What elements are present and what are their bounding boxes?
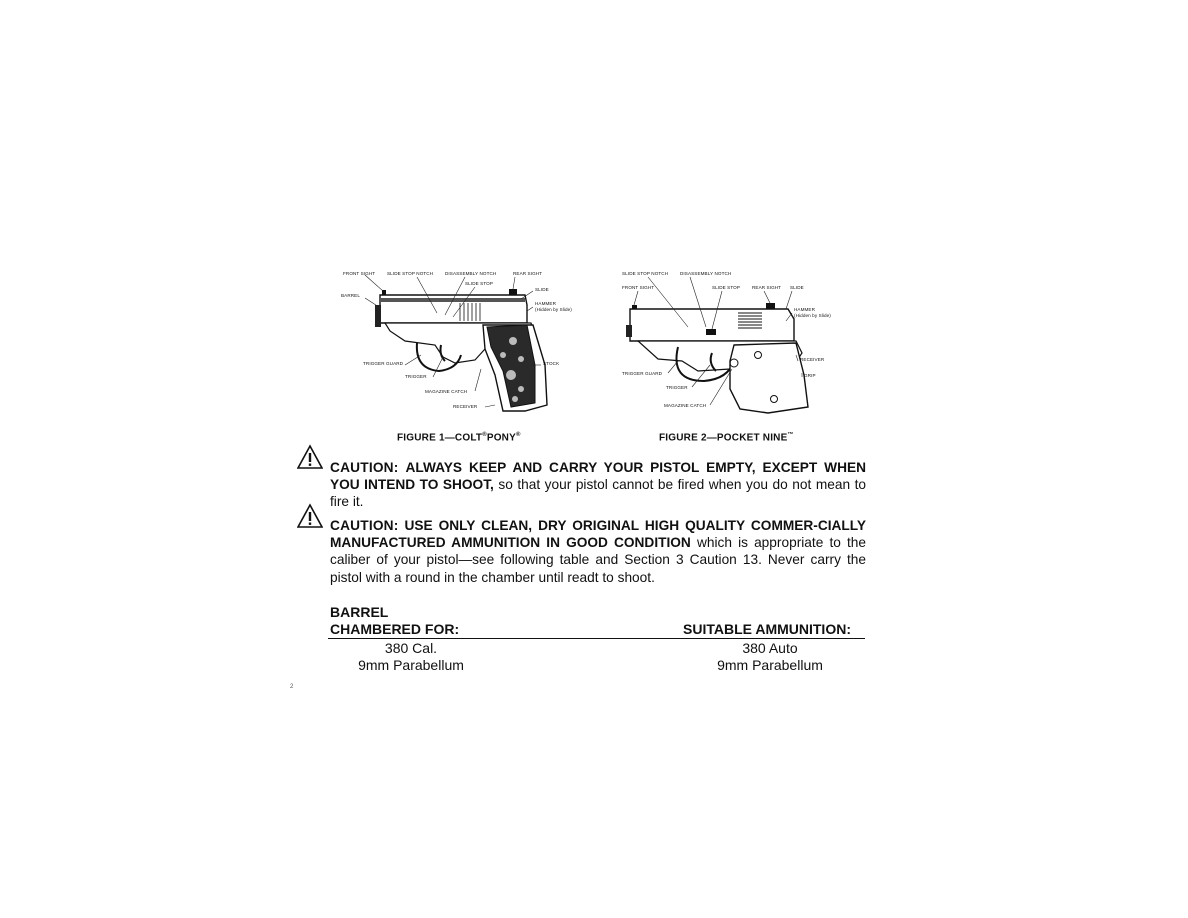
svg-text:DISASSEMBLY NOTCH: DISASSEMBLY NOTCH <box>445 271 497 276</box>
caution-caps: ALWAYS KEEP AND CARRY YOUR PISTOL EMPTY, EXCEPT WHEN YOU INTEND TO SHOOT, <box>330 460 867 493</box>
caution-text: which is appropriate to the caliber of your pistol—see following table and Section 3 Caution 13. Never carry the pistol with a round in the chamber until readt to shoot. <box>330 535 867 585</box>
warning-triangle-icon <box>297 503 323 529</box>
table-header-ammunition: SUITABLE AMMUNITION: <box>683 621 851 637</box>
svg-text:FRONT SIGHT: FRONT SIGHT <box>622 285 655 290</box>
svg-text:SLIDE: SLIDE <box>535 287 549 292</box>
table-cell-ammo: 9mm Parabellum <box>717 657 823 673</box>
svg-text:TRIGGER: TRIGGER <box>666 385 688 390</box>
svg-text:SLIDE STOP NOTCH: SLIDE STOP NOTCH <box>622 271 669 276</box>
svg-text:MAGAZINE CATCH: MAGAZINE CATCH <box>425 389 468 394</box>
svg-text:SLIDE STOP NOTCH: SLIDE STOP NOTCH <box>387 271 434 276</box>
table-cell-ammo: 380 Auto <box>742 640 798 656</box>
figure-2-pocket-nine <box>618 265 858 420</box>
svg-text:TRIGGER GUARD: TRIGGER GUARD <box>363 361 404 366</box>
svg-text:REAR SIGHT: REAR SIGHT <box>752 285 782 290</box>
page-mark: 2 <box>290 684 294 690</box>
figure-1-caption: FIGURE 1—COLT®PONY® <box>397 432 521 444</box>
svg-text:RECEIVER: RECEIVER <box>453 404 478 409</box>
caution-caps: USE ONLY CLEAN, DRY ORIGINAL HIGH QUALITY COMMER-CIALLY MANUFACTURED AMMUNITION IN GOOD CONDITION <box>330 518 866 551</box>
svg-text:DISASSEMBLY NOTCH: DISASSEMBLY NOTCH <box>680 271 732 276</box>
svg-text:HAMMER: HAMMER <box>794 307 816 312</box>
svg-text:TRIGGER: TRIGGER <box>405 374 427 379</box>
caution-heading: CAUTION: <box>330 460 399 475</box>
svg-text:RECEIVER: RECEIVER <box>800 357 825 362</box>
figure-2-caption: FIGURE 2—POCKET NINE™ <box>659 432 794 444</box>
table-header-line: BARREL <box>330 604 389 620</box>
caution-1 <box>330 459 866 511</box>
svg-text:SLIDE STOP: SLIDE STOP <box>465 281 493 286</box>
svg-text:FRONT SIGHT: FRONT SIGHT <box>343 271 376 276</box>
table-cell-chambered: 380 Cal. <box>384 640 438 656</box>
svg-text:REAR SIGHT: REAR SIGHT <box>513 271 543 276</box>
figure-1-colt-pony <box>335 265 575 420</box>
table-header-line: CHAMBERED FOR: <box>330 621 460 637</box>
caution-2 <box>330 517 866 586</box>
svg-text:BARREL: BARREL <box>341 293 360 298</box>
svg-text:STOCK: STOCK <box>543 361 560 366</box>
svg-text:HAMMER: HAMMER <box>535 301 557 306</box>
table-rule <box>328 638 865 639</box>
svg-text:(Hidden by Slide): (Hidden by Slide) <box>535 307 572 312</box>
warning-triangle-icon <box>297 444 323 470</box>
caution-text: so that your pistol cannot be fired when you do not mean to fire it. <box>330 477 866 510</box>
table-cell-chambered: 9mm Parabellum <box>358 657 464 673</box>
svg-text:GRIP: GRIP <box>804 373 816 378</box>
svg-text:SLIDE STOP: SLIDE STOP <box>712 285 740 290</box>
caution-heading: CAUTION: <box>330 518 399 533</box>
svg-text:(Hidden by Slide): (Hidden by Slide) <box>794 313 831 318</box>
svg-text:TRIGGER GUARD: TRIGGER GUARD <box>622 371 663 376</box>
svg-text:MAGAZINE CATCH: MAGAZINE CATCH <box>664 403 707 408</box>
table-header-chambered <box>330 604 459 638</box>
svg-text:SLIDE: SLIDE <box>790 285 804 290</box>
